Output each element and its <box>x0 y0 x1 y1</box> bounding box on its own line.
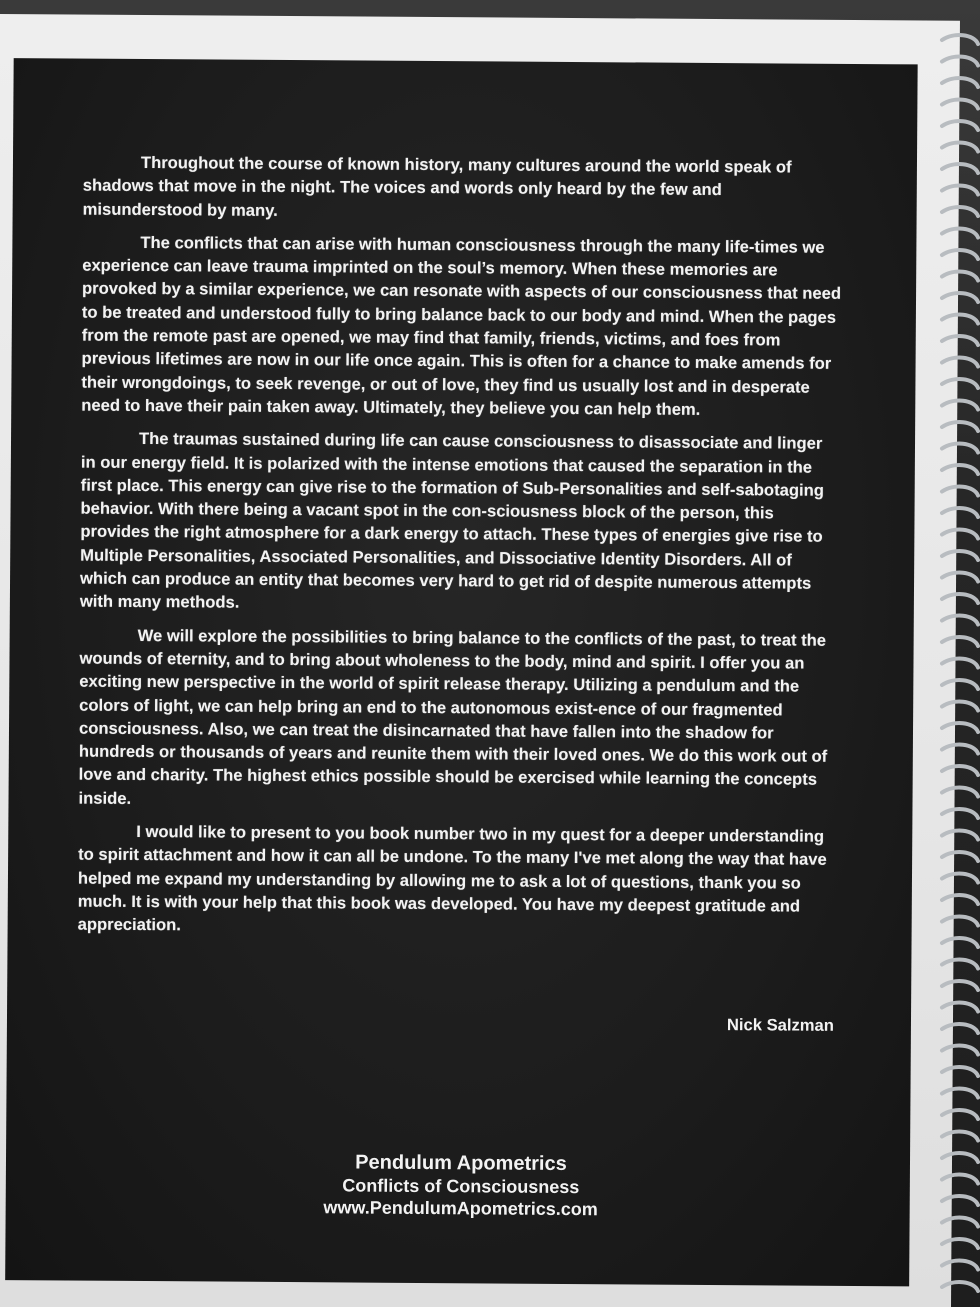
footer-url: www.PendulumApometrics.com <box>323 1197 598 1220</box>
spiral-coil <box>942 1282 978 1291</box>
spiral-coil <box>942 379 978 388</box>
spiral-coil <box>942 809 978 818</box>
spiral-coil <box>942 723 978 732</box>
spiral-coil <box>942 100 978 109</box>
spiral-coil <box>942 573 978 582</box>
preface-text <box>77 151 843 952</box>
spiral-coil <box>942 207 978 216</box>
spiral-coil <box>942 831 978 840</box>
paragraph-3: The traumas sustained during life can cause consciousness to disassociate and linger in our energy field. It is polarized with the intense emotions that caused the separation in the first place. This energy can give rise to the formation of Sub-Personalities and self-sabotaging behavior. With there being a vacant spot in the con-sciousness block of the person, this provides the right atmosphere for a dark energy to attach. These types of energies give rise to Multiple Personalities, Associated Personalities, and Dissociative Identity Disorders. All of which can produce an entity that becomes very hard to get rid of despite numerous attempts with many methods. <box>79 429 824 613</box>
spiral-coil <box>942 121 978 130</box>
paragraph-2: The conflicts that can arise with human consciousness through the many life-times we experience can leave trauma imprinted on the soul’s memory. When these memories are provoked by a similar experience, we can resonate with aspects of our consciousness that need to be treated and understood fully to bring balance back to our body and mind. When the pages from the remote past are opened, we may find that family, friends, victims, and foes from previous lifetimes are now in our life once again. This is often for a chance to make amends for their wrongdoings, to seek revenge, or out of love, they find us usually lost and in desperate need to have their pain taken away. Ultimately, they believe you can help them. <box>81 232 842 419</box>
spiral-coil <box>942 143 978 152</box>
page-footer <box>256 1150 666 1221</box>
spiral-coil <box>942 250 978 259</box>
spiral-coil <box>942 659 978 668</box>
spiral-coil <box>942 1110 978 1119</box>
spiral-coil <box>942 1261 978 1270</box>
spiral-coil <box>942 315 978 324</box>
spiral-coil <box>942 874 978 883</box>
author-signature: Nick Salzman <box>726 1015 835 1035</box>
spiral-coil <box>942 78 978 87</box>
spiral-coil <box>942 1089 978 1098</box>
spiral-coil <box>942 508 978 517</box>
spiral-coil <box>942 616 978 625</box>
spiral-coil <box>942 551 978 560</box>
paragraph-1: Throughout the course of known history, many cultures around the world speak of shadows that move in the night. The voices and words only heard by the few and misunderstood by many. <box>82 152 792 220</box>
spiral-coil <box>942 981 978 990</box>
spiral-coil <box>942 336 978 345</box>
spiral-coil <box>942 1046 978 1055</box>
spiral-coil <box>942 444 978 453</box>
spiral-coil <box>942 465 978 474</box>
spiral-coil <box>942 1003 978 1012</box>
book-page <box>0 14 960 1307</box>
spiral-coil <box>942 186 978 195</box>
spiral-coil <box>942 917 978 926</box>
spiral-coil <box>942 680 978 689</box>
spiral-coil <box>942 1132 978 1141</box>
spiral-coil <box>942 852 978 861</box>
spiral-coil <box>942 57 978 66</box>
black-text-panel <box>5 58 918 1286</box>
spiral-coil <box>942 530 978 539</box>
spiral-coil <box>942 594 978 603</box>
spiral-coil <box>942 637 978 646</box>
spiral-coil <box>942 938 978 947</box>
spiral-coil <box>942 35 978 44</box>
spiral-coil <box>942 1239 978 1248</box>
spiral-coil <box>942 229 978 238</box>
spiral-coil <box>942 1218 978 1227</box>
spiral-coil <box>942 1153 978 1162</box>
paragraph-4: We will explore the possibilities to bring balance to the conflicts of the past, to treat the wounds of eternity, and to bring about wholeness to the body, mind and spirit. I offer you an exciting new perspective in the world of spirit release therapy. Utilizing a pendulum and the colors of light, we can help bring an end to the autonomous exist-ence of our fragmented consciousness. Also, we can treat the disincarnated that have fallen into the shadow for hundreds or thousands of years and reunite them with their loved ones. We do this work out of love and charity. The highest ethics possible should be exercised while learning the concepts inside. <box>78 625 828 808</box>
footer-title: Pendulum Apometrics <box>355 1151 567 1175</box>
spiral-coil <box>942 422 978 431</box>
spiral-coil <box>942 272 978 281</box>
spiral-coil <box>942 766 978 775</box>
footer-subtitle: Conflicts of Consciousness <box>342 1175 580 1198</box>
spiral-coil <box>942 1175 978 1184</box>
spiral-coil <box>942 788 978 797</box>
spiral-coil <box>942 702 978 711</box>
spiral-coil <box>942 487 978 496</box>
spiral-coil <box>942 1067 978 1076</box>
spiral-coil <box>942 745 978 754</box>
spiral-binding-icon <box>934 30 980 1300</box>
spiral-coil <box>942 1196 978 1205</box>
spiral-coil <box>942 895 978 904</box>
paragraph-5: I would like to present to you book number two in my quest for a deeper understanding to spirit attachment and how it can all be undone. To the many I've met along the way that have helped me expand my understanding by allowing me to ask a lot of questions, thank you so much. It is with your help that this book was developed. You have my deepest gratitude and appreciation. <box>77 821 827 935</box>
spiral-coil <box>942 358 978 367</box>
spiral-coil <box>942 164 978 173</box>
spiral-coil <box>942 401 978 410</box>
spiral-coil <box>942 960 978 969</box>
spiral-coil <box>942 293 978 302</box>
spiral-coil <box>942 1024 978 1033</box>
